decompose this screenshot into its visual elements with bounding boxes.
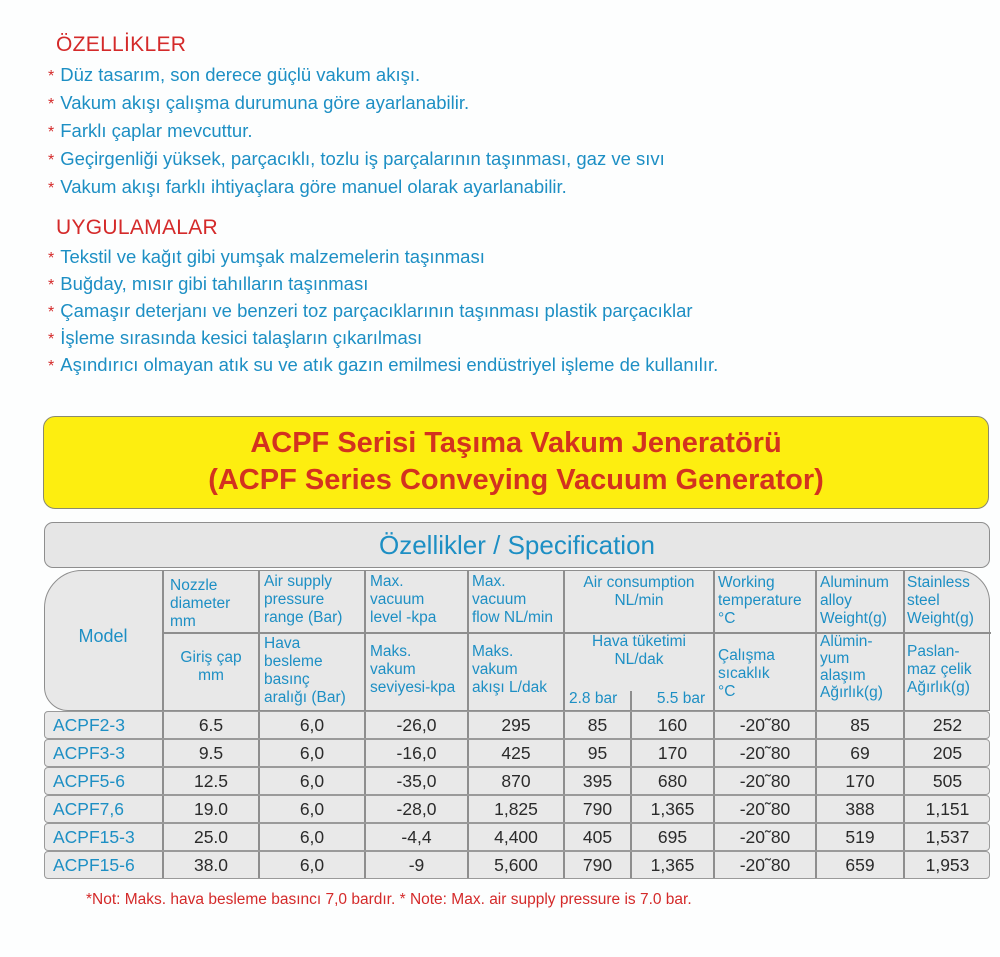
cell-max-vacuum-flow: 425 xyxy=(501,743,531,763)
header-working-temp-tr xyxy=(718,647,816,701)
table-body xyxy=(44,711,990,879)
header-consumption-5-5-bar: 5.5 bar xyxy=(656,690,706,707)
header-air-consumption-en-line: NL/min xyxy=(614,592,664,609)
header-max-vacuum-en-line: vacuum xyxy=(370,591,425,608)
feature-item xyxy=(48,146,665,174)
header-air-supply-tr-line: basınç xyxy=(264,671,310,688)
table-row xyxy=(44,739,990,767)
table-row xyxy=(44,851,990,879)
cell-air-supply-pressure: 6,0 xyxy=(299,743,325,763)
feature-item-text: Geçirgenliği yüksek, parçacıklı, tozlu iş parçalarının taşınması, gaz ve sıvı xyxy=(60,148,665,169)
header-stainless-weight-tr xyxy=(907,643,991,697)
cell-working-temperature: -20˜80 xyxy=(739,743,791,763)
header-air-supply-tr-line: Hava xyxy=(264,635,301,652)
cell-consumption-5-5-bar: 695 xyxy=(657,827,688,847)
cell-model: ACPF7,6 xyxy=(53,799,124,819)
column-divider xyxy=(630,852,632,878)
header-stainless-weight-en xyxy=(907,574,991,628)
cell-max-vacuum-level: -26,0 xyxy=(396,715,437,735)
column-divider xyxy=(162,768,164,794)
header-air-consumption-tr-line: NL/dak xyxy=(614,651,664,668)
column-divider xyxy=(563,768,565,794)
cell-consumption-5-5-bar: 1,365 xyxy=(650,855,695,875)
cell-nozzle-diameter: 25.0 xyxy=(193,827,229,847)
cell-consumption-2-8-bar: 95 xyxy=(587,743,608,763)
header-max-vacuum-en xyxy=(370,573,466,627)
column-divider xyxy=(563,796,565,822)
cell-model: ACPF2-3 xyxy=(53,715,125,735)
header-air-consumption-tr-line: Hava tüketimi xyxy=(592,633,686,650)
cell-consumption-5-5-bar: 680 xyxy=(657,771,688,791)
column-divider xyxy=(815,824,817,850)
bullet-asterisk: * xyxy=(48,304,55,321)
product-banner xyxy=(43,416,989,509)
feature-item xyxy=(48,174,665,202)
header-aluminum-weight-en-line: Weight(g) xyxy=(820,610,887,627)
application-item xyxy=(48,352,718,379)
cell-model: ACPF5-6 xyxy=(53,771,125,791)
feature-item-text: Düz tasarım, son derece güçlü vakum akışı. xyxy=(60,64,421,85)
header-aluminum-weight-en xyxy=(820,574,906,628)
bullet-asterisk: * xyxy=(48,331,55,348)
feature-item xyxy=(48,90,665,118)
column-divider xyxy=(713,796,715,822)
header-air-supply-tr-line: aralığı (Bar) xyxy=(264,689,346,706)
column-divider xyxy=(713,852,715,878)
bullet-asterisk: * xyxy=(48,68,55,85)
header-nozzle-en-line: mm xyxy=(170,613,196,630)
cell-consumption-5-5-bar: 1,365 xyxy=(650,799,695,819)
column-divider xyxy=(364,796,366,822)
column-divider xyxy=(903,768,905,794)
column-divider xyxy=(162,712,164,738)
column-divider xyxy=(630,712,632,738)
column-divider xyxy=(364,852,366,878)
application-item xyxy=(48,325,718,352)
header-working-temp-en xyxy=(718,574,816,628)
cell-consumption-5-5-bar: 160 xyxy=(657,715,688,735)
cell-stainless-weight: 205 xyxy=(932,743,963,763)
cell-consumption-2-8-bar: 790 xyxy=(582,799,613,819)
header-nozzle-tr xyxy=(164,649,258,685)
cell-max-vacuum-level: -9 xyxy=(408,855,425,875)
column-divider xyxy=(630,824,632,850)
cell-working-temperature: -20˜80 xyxy=(739,827,791,847)
table-row xyxy=(44,711,990,739)
column-divider xyxy=(364,740,366,766)
table-row xyxy=(44,795,990,823)
cell-air-supply-pressure: 6,0 xyxy=(299,771,325,791)
header-working-temp-en-line: Working xyxy=(718,574,775,591)
feature-item-text: Farklı çaplar mevcuttur. xyxy=(60,120,253,141)
header-stainless-weight-en-line: Stainless xyxy=(907,574,970,591)
column-divider xyxy=(364,571,366,710)
header-stainless-weight-en-line: Weight(g) xyxy=(907,610,974,627)
cell-max-vacuum-flow: 5,600 xyxy=(494,855,538,875)
cell-air-supply-pressure: 6,0 xyxy=(299,827,325,847)
column-divider xyxy=(903,740,905,766)
cell-consumption-2-8-bar: 395 xyxy=(582,771,613,791)
header-working-temp-en-line: °C xyxy=(718,610,736,627)
cell-working-temperature: -20˜80 xyxy=(739,855,791,875)
bullet-asterisk: * xyxy=(48,358,55,375)
header-max-vacuum-tr-line: seviyesi-kpa xyxy=(370,679,456,696)
banner-title-en: (ACPF Series Conveying Vacuum Generator) xyxy=(208,464,824,496)
cell-stainless-weight: 252 xyxy=(932,715,963,735)
cell-max-vacuum-level: -35,0 xyxy=(396,771,437,791)
column-divider xyxy=(258,571,260,710)
spec-table xyxy=(44,570,990,879)
cell-stainless-weight: 1,953 xyxy=(925,855,970,875)
header-air-supply-en-line: Air supply xyxy=(264,573,333,590)
cell-stainless-weight: 505 xyxy=(932,771,963,791)
column-divider xyxy=(162,796,164,822)
table-header xyxy=(44,570,990,711)
cell-max-vacuum-level: -16,0 xyxy=(396,743,437,763)
application-item-text: Buğday, mısır gibi tahılların taşınması xyxy=(60,273,369,294)
header-working-temp-tr-line: Çalışma xyxy=(718,647,775,664)
cell-working-temperature: -20˜80 xyxy=(739,799,791,819)
column-divider xyxy=(903,852,905,878)
footnote: *Not: Maks. hava besleme basıncı 7,0 bardır. * Note: Max. air supply pressure is 7.0 bar. xyxy=(86,891,692,908)
header-max-vacuum-tr-line: vakum xyxy=(370,661,416,678)
header-nozzle-en-line: Nozzle xyxy=(170,577,218,594)
feature-item xyxy=(48,118,665,146)
feature-item xyxy=(48,62,665,90)
header-air-supply-tr-line: besleme xyxy=(264,653,323,670)
cell-stainless-weight: 1,151 xyxy=(925,799,970,819)
column-divider xyxy=(364,712,366,738)
application-item-text: Çamaşır deterjanı ve benzeri toz parçacıklarının taşınması plastik parçacıklar xyxy=(60,300,693,321)
column-divider xyxy=(467,852,469,878)
header-air-supply-en xyxy=(264,573,364,627)
header-max-flow-tr-line: Maks. xyxy=(472,643,514,660)
cell-max-vacuum-flow: 1,825 xyxy=(494,799,538,819)
header-air-consumption-tr xyxy=(564,633,714,669)
column-divider xyxy=(903,824,905,850)
cell-max-vacuum-flow: 4,400 xyxy=(494,827,538,847)
cell-aluminum-weight: 388 xyxy=(845,799,875,819)
cell-stainless-weight: 1,537 xyxy=(925,827,970,847)
table-row xyxy=(44,823,990,851)
column-divider xyxy=(258,768,260,794)
header-nozzle-en xyxy=(168,577,258,631)
column-divider xyxy=(467,796,469,822)
header-air-supply-en-line: pressure xyxy=(264,591,325,608)
column-divider xyxy=(563,740,565,766)
header-stainless-weight-en-line: steel xyxy=(907,592,940,609)
column-divider xyxy=(364,768,366,794)
header-working-temp-tr-line: sıcaklık xyxy=(718,665,770,682)
cell-max-vacuum-level: -4,4 xyxy=(401,827,432,847)
header-air-supply-en-line: range (Bar) xyxy=(264,609,343,626)
cell-aluminum-weight: 519 xyxy=(845,827,875,847)
header-nozzle-en-line: diameter xyxy=(170,595,231,612)
features-list xyxy=(48,62,665,202)
header-max-vacuum-en-line: Max. xyxy=(370,573,404,590)
cell-air-supply-pressure: 6,0 xyxy=(299,799,325,819)
cell-max-vacuum-level: -28,0 xyxy=(396,799,437,819)
header-max-flow-tr-line: vakum xyxy=(472,661,518,678)
header-air-supply-tr xyxy=(264,635,364,707)
cell-model: ACPF15-3 xyxy=(53,827,135,847)
column-divider xyxy=(162,824,164,850)
cell-max-vacuum-flow: 870 xyxy=(501,771,531,791)
cell-nozzle-diameter: 12.5 xyxy=(193,771,229,791)
cell-nozzle-diameter: 38.0 xyxy=(193,855,229,875)
cell-aluminum-weight: 69 xyxy=(850,743,870,763)
header-air-consumption-en xyxy=(564,574,714,610)
bullet-asterisk: * xyxy=(48,250,55,267)
cell-nozzle-diameter: 9.5 xyxy=(198,743,224,763)
column-divider xyxy=(713,768,715,794)
header-max-flow-en-line: flow NL/min xyxy=(472,609,553,626)
column-divider xyxy=(630,796,632,822)
bullet-asterisk: * xyxy=(48,277,55,294)
header-aluminum-weight-en-line: Aluminum xyxy=(820,574,889,591)
feature-item-text: Vakum akışı farklı ihtiyaçlara göre manuel olarak ayarlanabilir. xyxy=(60,176,567,197)
cell-aluminum-weight: 170 xyxy=(845,771,875,791)
application-item-text: Tekstil ve kağıt gibi yumşak malzemelerin taşınması xyxy=(60,246,485,267)
header-max-vacuum-tr-line: Maks. xyxy=(370,643,412,660)
header-max-vacuum-tr xyxy=(370,643,468,697)
column-divider xyxy=(713,824,715,850)
bullet-asterisk: * xyxy=(48,124,55,141)
column-divider xyxy=(258,712,260,738)
cell-max-vacuum-flow: 295 xyxy=(501,715,531,735)
column-divider xyxy=(815,852,817,878)
cell-air-supply-pressure: 6,0 xyxy=(299,715,325,735)
header-aluminum-weight-tr-line: yum xyxy=(820,650,850,667)
application-item-text: Aşındırıcı olmayan atık su ve atık gazın emilmesi endüstriyel işleme de kullanılır. xyxy=(60,354,719,375)
header-stainless-weight-tr-line: Ağırlık(g) xyxy=(907,679,970,696)
cell-consumption-2-8-bar: 405 xyxy=(582,827,613,847)
applications-list xyxy=(48,244,718,379)
header-aluminum-weight-tr-line: alaşım xyxy=(820,667,866,684)
application-item xyxy=(48,271,718,298)
header-aluminum-weight-tr-line: Alümin- xyxy=(820,633,873,650)
application-item xyxy=(48,298,718,325)
cell-working-temperature: -20˜80 xyxy=(739,715,791,735)
header-working-temp-en-line: temperature xyxy=(718,592,802,609)
application-item xyxy=(48,244,718,271)
header-air-consumption-en-line: Air consumption xyxy=(583,574,695,591)
column-divider xyxy=(630,740,632,766)
cell-working-temperature: -20˜80 xyxy=(739,771,791,791)
cell-nozzle-diameter: 6.5 xyxy=(198,715,224,735)
header-max-flow-en-line: Max. xyxy=(472,573,506,590)
cell-model: ACPF15-6 xyxy=(53,855,135,875)
banner-title-tr: ACPF Serisi Taşıma Vakum Jeneratörü xyxy=(250,427,782,459)
column-divider xyxy=(903,712,905,738)
header-max-flow-en-line: vacuum xyxy=(472,591,527,608)
header-consumption-2-8-bar: 2.8 bar xyxy=(569,690,618,707)
cell-aluminum-weight: 659 xyxy=(845,855,875,875)
column-divider xyxy=(162,740,164,766)
column-divider xyxy=(467,712,469,738)
column-divider xyxy=(563,852,565,878)
applications-title: UYGULAMALAR xyxy=(56,216,219,239)
bullet-asterisk: * xyxy=(48,180,55,197)
column-divider xyxy=(467,740,469,766)
header-aluminum-weight-en-line: alloy xyxy=(820,592,852,609)
header-stainless-weight-tr-line: maz çelik xyxy=(907,661,972,678)
header-max-flow-en xyxy=(472,573,566,627)
header-max-flow-tr-line: akışı L/dak xyxy=(472,679,547,696)
bullet-asterisk: * xyxy=(48,96,55,113)
cell-nozzle-diameter: 19.0 xyxy=(193,799,229,819)
cell-consumption-2-8-bar: 85 xyxy=(587,715,608,735)
column-divider xyxy=(815,796,817,822)
column-divider xyxy=(713,712,715,738)
column-divider xyxy=(563,824,565,850)
column-divider xyxy=(903,796,905,822)
header-aluminum-weight-tr xyxy=(820,633,906,701)
cell-model: ACPF3-3 xyxy=(53,743,125,763)
application-item-text: İşleme sırasında kesici talaşların çıkarılması xyxy=(60,327,423,348)
column-divider xyxy=(630,768,632,794)
header-model: Model xyxy=(78,626,128,646)
column-divider xyxy=(258,740,260,766)
header-max-flow-tr xyxy=(472,643,566,697)
header-working-temp-tr-line: °C xyxy=(718,683,736,700)
feature-item-text: Vakum akışı çalışma durumuna göre ayarlanabilir. xyxy=(60,92,470,113)
header-stainless-weight-tr-line: Paslan- xyxy=(907,643,960,660)
column-divider xyxy=(162,852,164,878)
column-divider xyxy=(467,768,469,794)
column-divider xyxy=(815,768,817,794)
cell-aluminum-weight: 85 xyxy=(850,715,870,735)
header-aluminum-weight-tr-line: Ağırlık(g) xyxy=(820,684,883,701)
header-nozzle-tr-line: mm xyxy=(198,667,224,684)
cell-consumption-5-5-bar: 170 xyxy=(657,743,688,763)
column-divider xyxy=(815,712,817,738)
header-max-vacuum-en-line: level -kpa xyxy=(370,609,437,626)
column-divider xyxy=(258,824,260,850)
cell-consumption-2-8-bar: 790 xyxy=(582,855,613,875)
column-divider xyxy=(162,571,164,710)
column-divider xyxy=(713,740,715,766)
table-row xyxy=(44,767,990,795)
column-divider xyxy=(258,852,260,878)
bullet-asterisk: * xyxy=(48,152,55,169)
features-title: ÖZELLİKLER xyxy=(56,33,187,56)
column-divider xyxy=(815,740,817,766)
header-nozzle-tr-line: Giriş çap xyxy=(180,649,242,666)
column-divider xyxy=(467,824,469,850)
column-divider xyxy=(258,796,260,822)
column-divider xyxy=(364,824,366,850)
column-divider xyxy=(563,712,565,738)
specification-title: Özellikler / Specification xyxy=(44,522,990,568)
cell-air-supply-pressure: 6,0 xyxy=(299,855,325,875)
